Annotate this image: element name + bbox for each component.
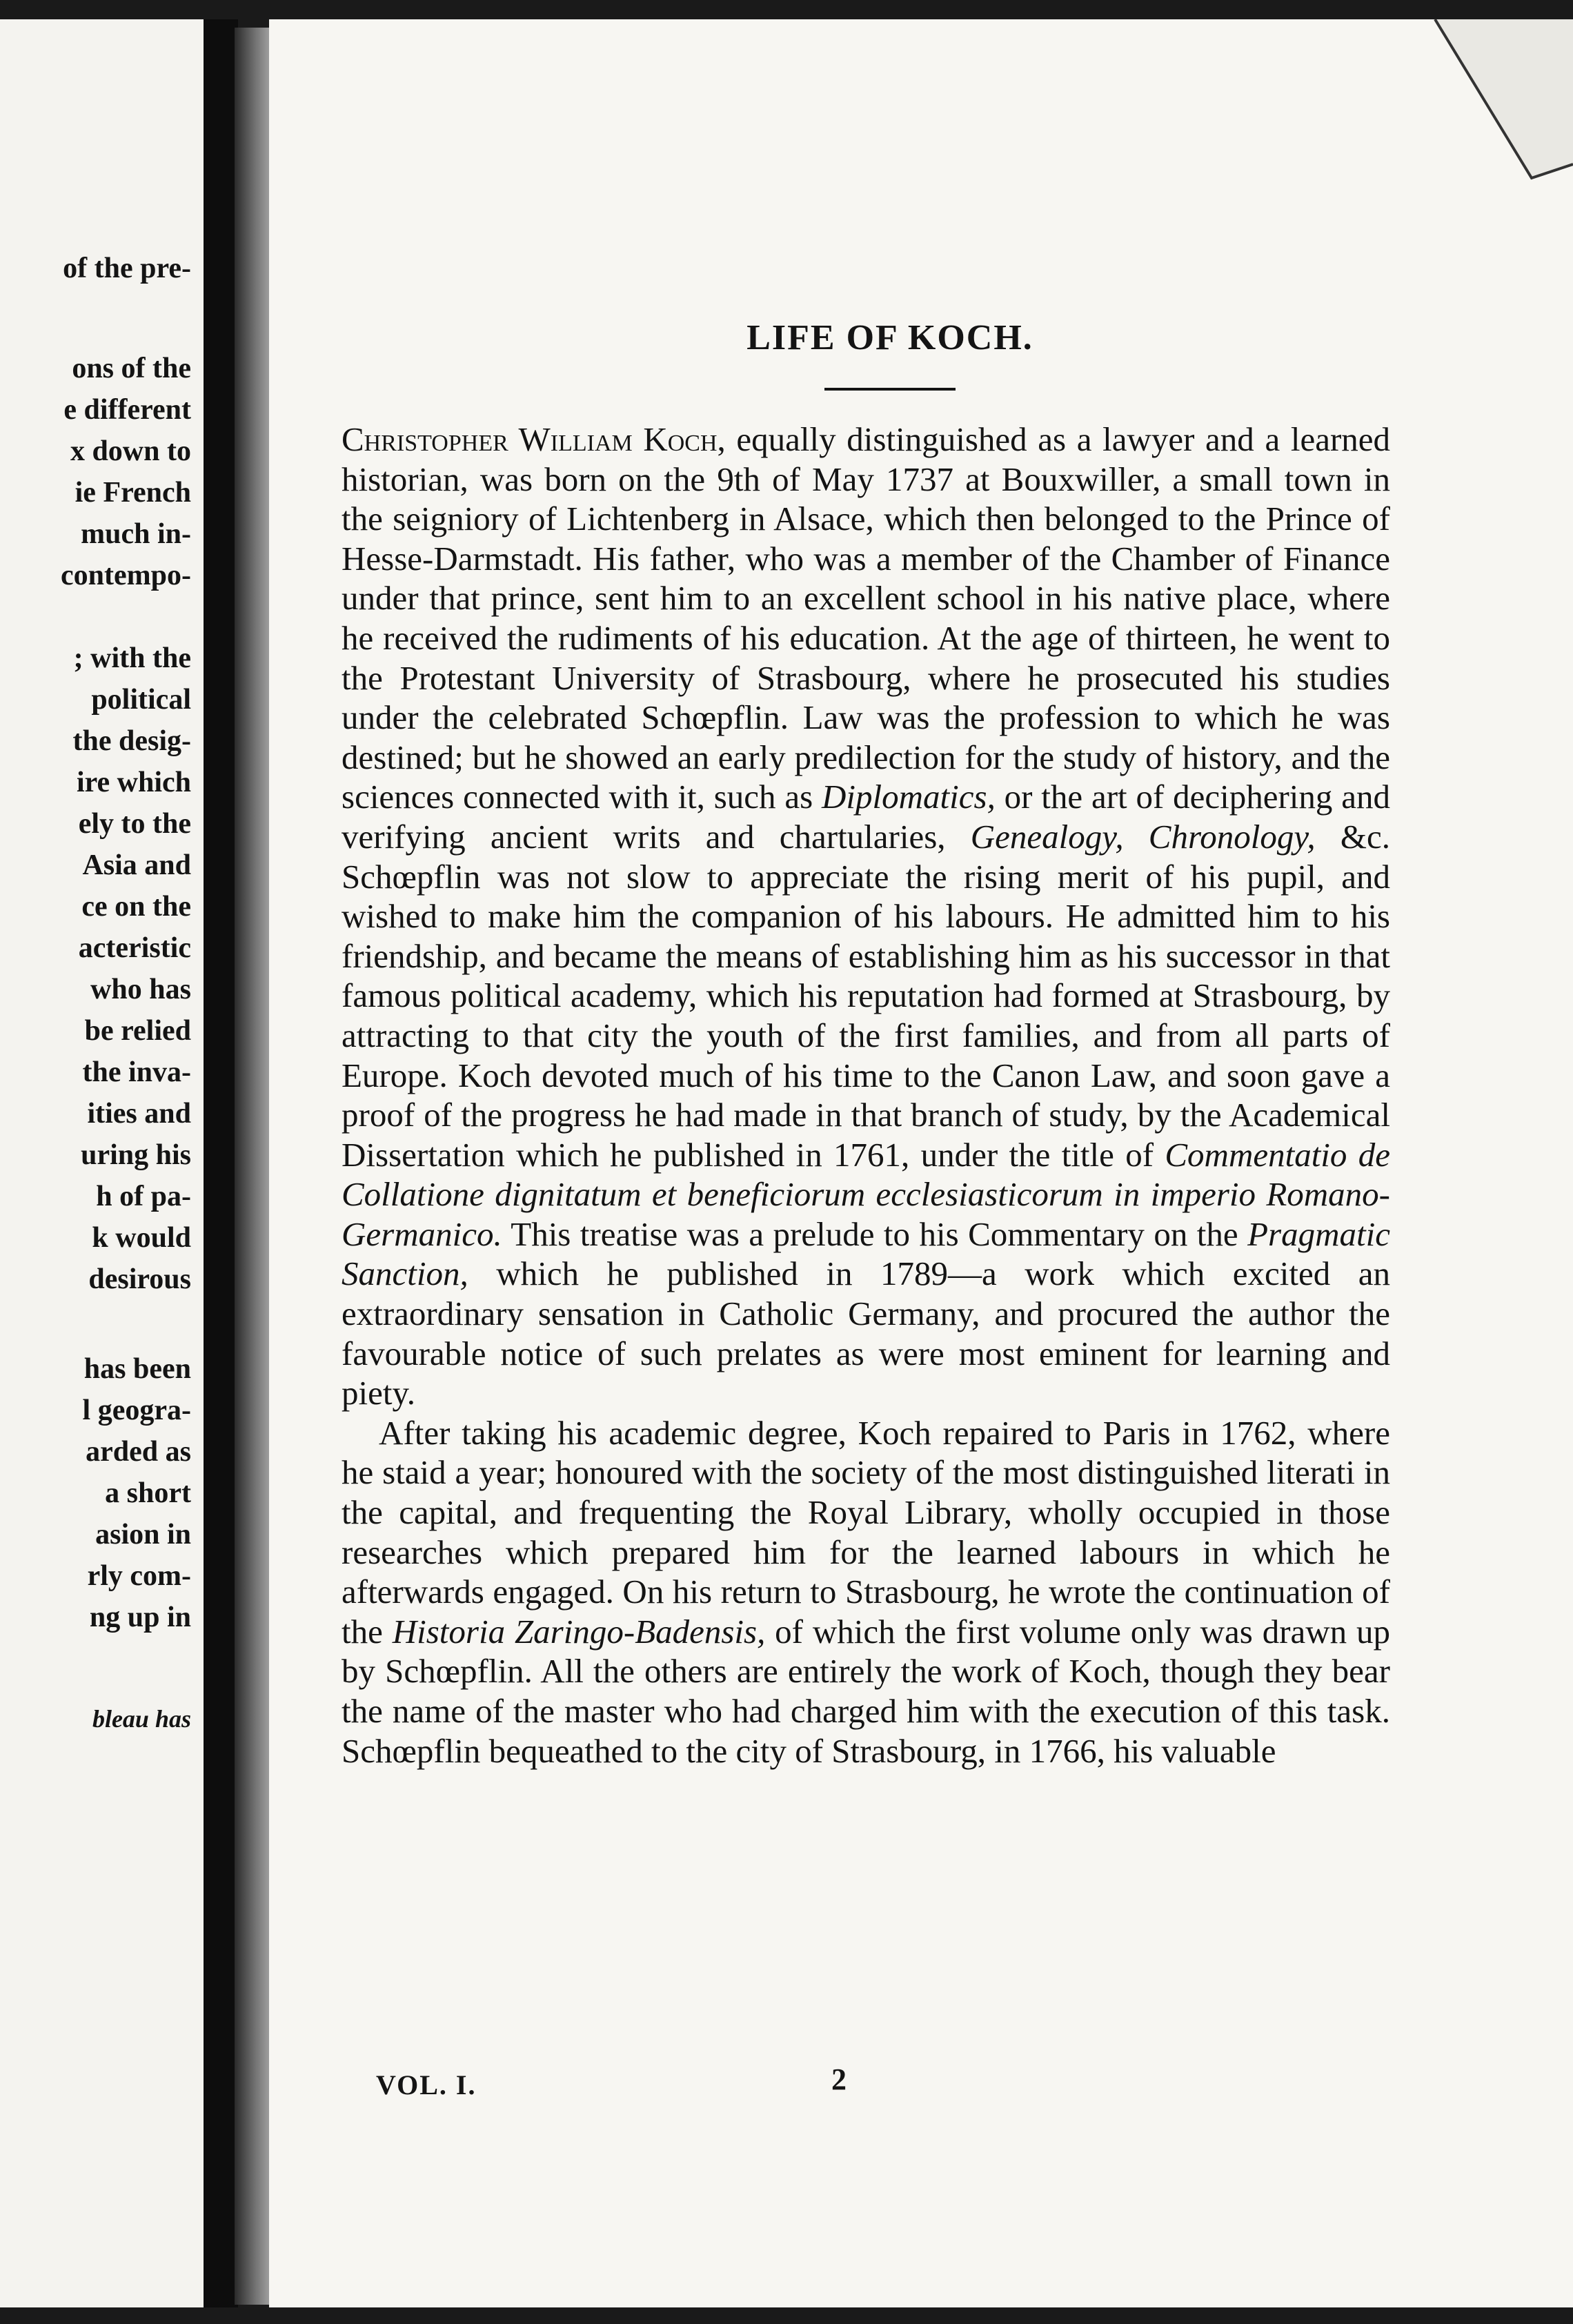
left-page-fragment: of the pre- [63, 253, 191, 284]
left-page-fragment: desirous [88, 1263, 191, 1295]
left-page-fragment: ire which [76, 767, 191, 798]
left-page-fragment: ; with the [73, 642, 191, 674]
left-page-fragment: ng up in [89, 1602, 191, 1633]
paragraph-1-text-d: This treatise was a prelude to his Commentary on the [502, 1214, 1248, 1253]
italic-pragmatic: Pragmatic Sanction, [342, 1214, 1390, 1293]
signature-mark: 2 [831, 2062, 847, 2096]
italic-genealogy: Genealogy, Chronology, [970, 817, 1316, 856]
paragraph-2-text-b: of which the first volume only was drawn up by Schœpflin. All the others are entirely the work of Koch, though they bear the name of the master who had charged him with the execution of this task. Schœpflin bequeathed to the city of Strasbourg, in 1766, his valuable [342, 1612, 1390, 1770]
italic-diplomatics: Diplomatics, [822, 778, 996, 816]
left-page-fragment: ely to the [78, 808, 191, 840]
left-page-fragment: who has [90, 974, 191, 1005]
left-page-fragment: l geogra- [82, 1395, 191, 1426]
left-page-fragment: a short [105, 1477, 191, 1509]
left-page-fragment: bleau has [92, 1705, 191, 1733]
left-page-fragment: Asia and [82, 849, 191, 881]
volume-marker: VOL. I. [376, 2069, 477, 2100]
left-page-fragment: uring his [81, 1139, 191, 1171]
gutter [204, 19, 238, 2307]
left-page-fragment: much in- [81, 518, 191, 550]
paragraph-2 [342, 1413, 1390, 1771]
left-page-fragment: asion in [95, 1519, 191, 1550]
left-page-fragment: contempo- [61, 560, 191, 591]
page-title: LIFE OF KOCH. [746, 318, 1033, 357]
left-page-fragment: arded as [86, 1436, 191, 1468]
left-page-fragment: ities and [87, 1098, 191, 1130]
corner-fold [1394, 19, 1573, 199]
paragraph-1-text-a: equally distinguished as a lawyer and a learned historian, was born on the 9th of May 1737 at Bouxwiller, a small town in the seigniory of Lichtenberg in Alsace, which then belonged to the Prince of Hesse-Darmstadt. His father, who was a member of the Chamber of Finance under that prince, sent him to an excellent school in his native place, where he received the rudiments of his education. At the age of thirteen, he went to the Protestant University of Strasbourg, where he prosecuted his studies under the celebrated Schœpflin. Law was the profession to which he was destined; but he showed an early predilection for the study of history, and the sciences connected with it, such as [342, 420, 1391, 816]
paragraph-1-text-e: which he published in 1789—a work which excited an extraordinary sensation in Catholic Germany, and procured the author the favourable notice of such prelates as were most eminent for learning and piety. [342, 1254, 1390, 1412]
left-page-fragment: has been [83, 1353, 191, 1385]
italic-commentatio: Commentatio de Collatione dignitatum et beneficiorum ecclesiasticorum in imperio Romano-Germanico. [342, 1135, 1390, 1253]
left-page-fragment: political [91, 684, 191, 716]
left-page-fragment: h of pa- [96, 1181, 191, 1212]
paragraph-1-text-c: &c. Schœpflin was not slow to appreciate the rising merit of his pupil, and wished to make him the companion of his labours. He admitted him to his friendship, and became the means of establishing him as his successor in that famous political academy, which his reputation had formed at Strasbourg, by attracting to that city the youth of the first families, and from all parts of Europe. Koch devoted much of his time to the Canon Law, and soon gave a proof of the progress he had made in that branch of study, by the Academical Dissertation which he published in 1761, under the title of [342, 817, 1390, 1174]
body-text [342, 420, 1390, 1771]
left-page-fragment: ce on the [81, 891, 191, 923]
paragraph-1 [342, 420, 1390, 1413]
left-page [0, 19, 204, 2307]
left-page-fragment: ons of the [72, 353, 191, 384]
title-rule [824, 388, 956, 391]
italic-historia: Historia Zaringo-Badensis, [392, 1612, 766, 1651]
left-page-fragment: k would [92, 1222, 191, 1254]
left-page-fragment: be relied [84, 1015, 191, 1047]
paragraph-1-text-b: or the art of deciphering and verifying ancient writs and chartularies, [342, 778, 1390, 856]
left-page-fragment: the desig- [72, 725, 191, 757]
left-page-fragment: ie French [75, 477, 191, 509]
subject-name: Christopher William Koch, [342, 420, 726, 458]
left-page-fragment: the inva- [82, 1056, 191, 1088]
left-page-fragment: acteristic [78, 932, 191, 964]
left-page-fragment: rly com- [87, 1560, 191, 1592]
left-page-fragment: e different [63, 394, 191, 426]
paragraph-2-text-a: After taking his academic degree, Koch repaired to Paris in 1762, where he staid a year; honoured with the society of the most distinguished literati in the capital, and frequenting the Royal Library, wholly occupied in those researches which prepared him for the learned labours in which he afterwards engaged. On his return to Strasbourg, he wrote the continuation of the [342, 1413, 1390, 1651]
left-page-fragment: x down to [70, 435, 191, 467]
